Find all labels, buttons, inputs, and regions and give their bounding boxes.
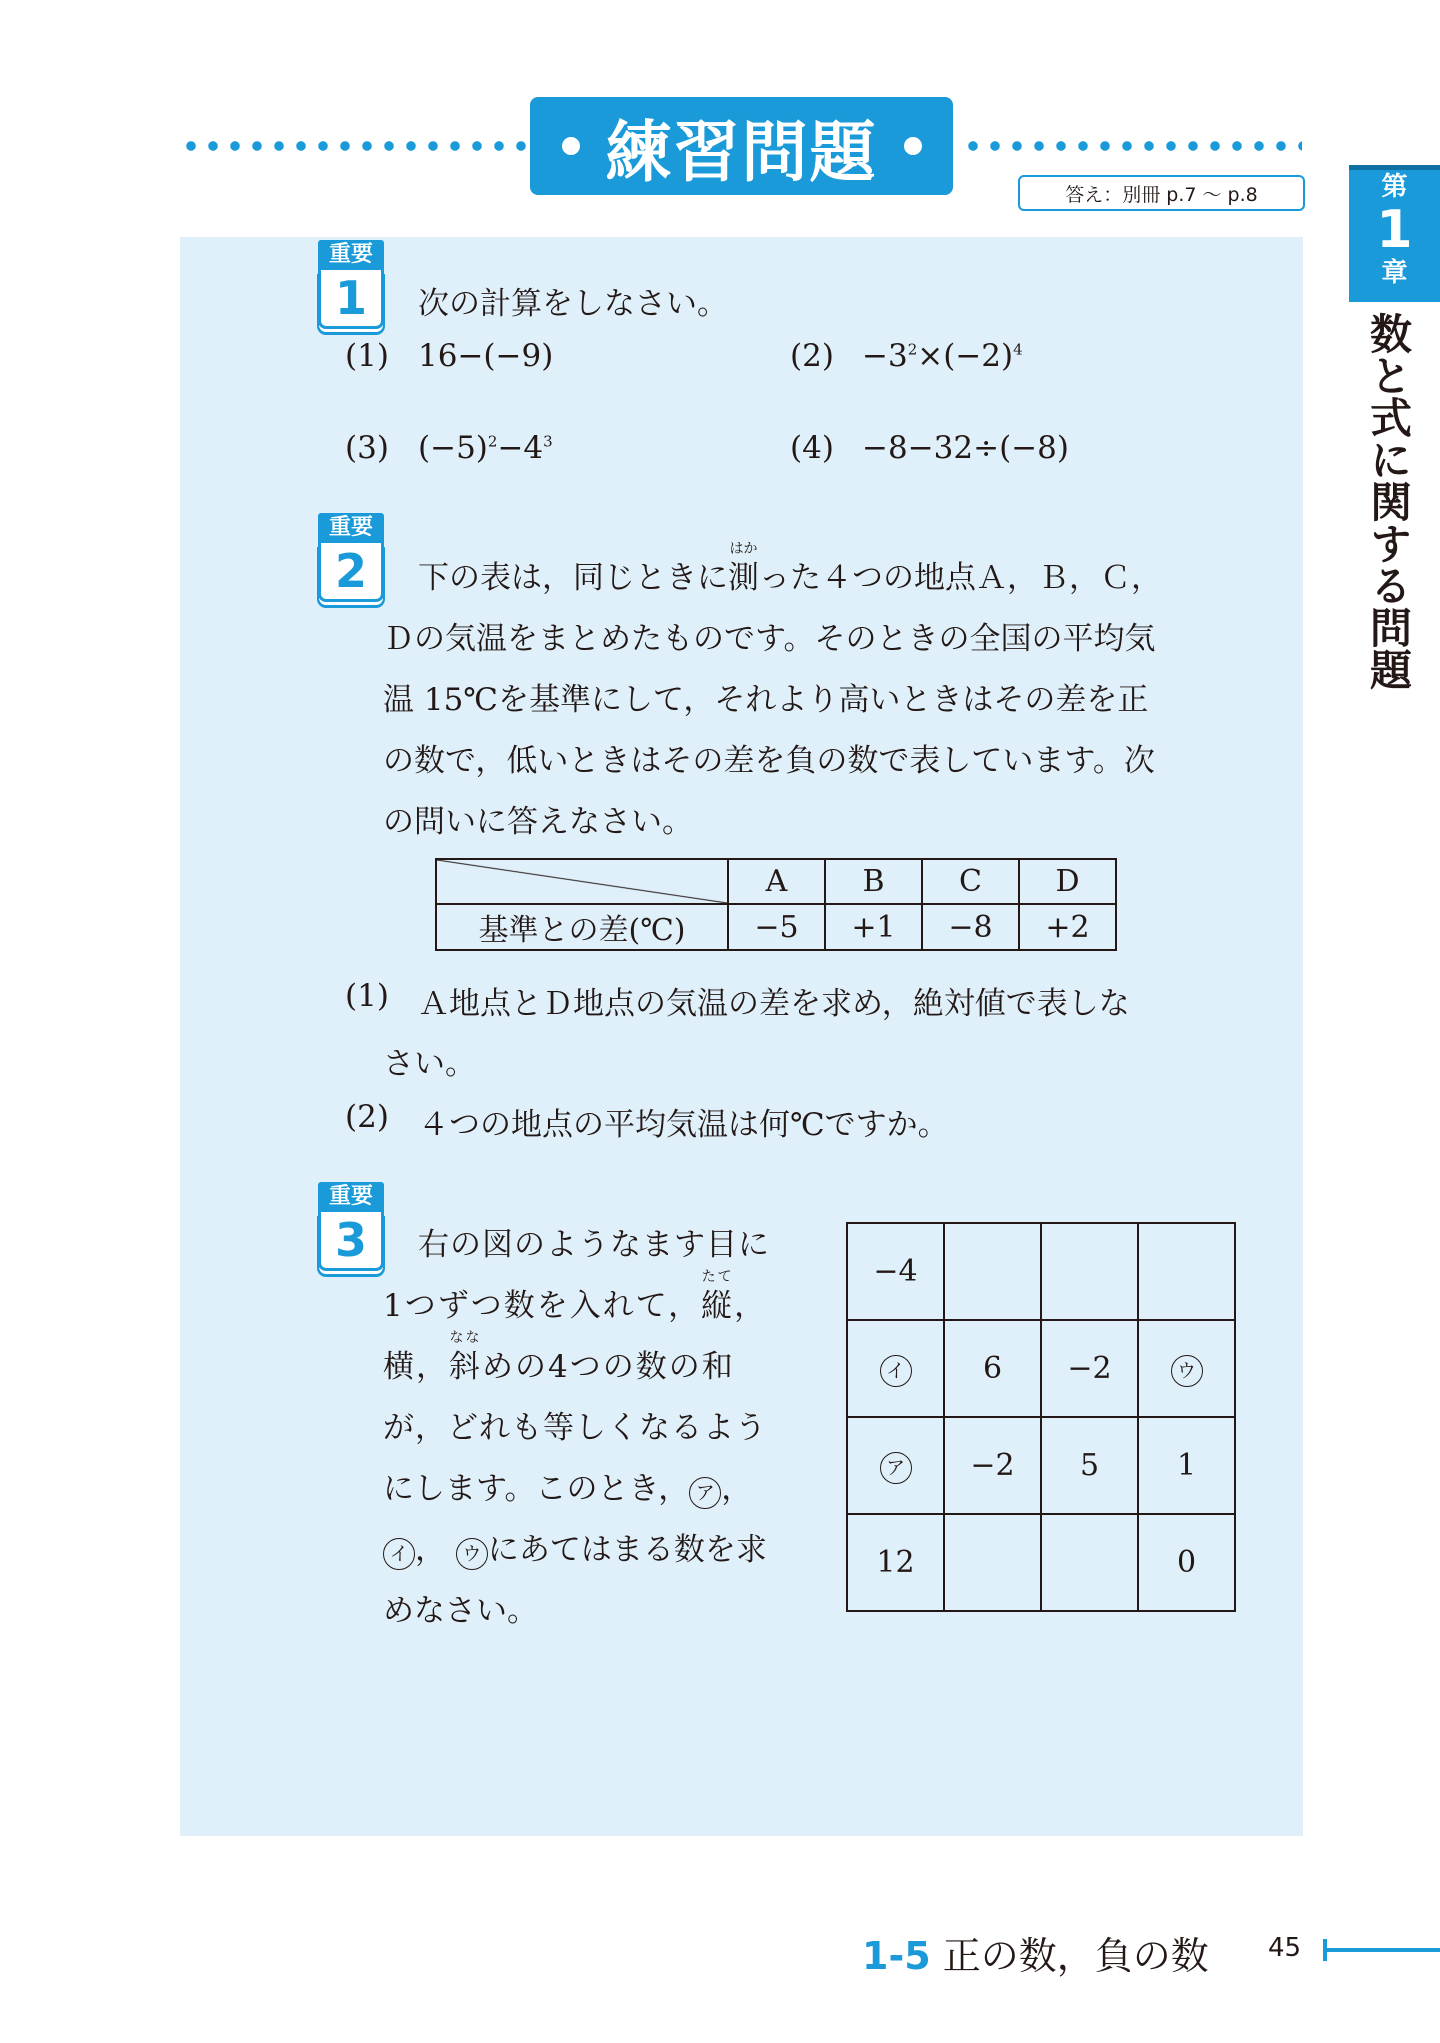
table-cell: −8 xyxy=(922,904,1019,950)
chapter-number: 1 xyxy=(1376,200,1413,260)
grid-cell: 0 xyxy=(1138,1514,1235,1611)
grid-cell xyxy=(1138,1320,1235,1417)
problem-3-line-1: 右の図のようなます目に xyxy=(418,1227,770,1263)
grid-cell: −4 xyxy=(847,1223,944,1320)
grid-row xyxy=(847,1417,1235,1514)
important-label: 重要 xyxy=(318,1182,384,1212)
problem-number: 1 xyxy=(318,270,384,329)
section-title-banner xyxy=(530,97,953,195)
table-cell: +1 xyxy=(825,904,922,950)
grid-cell: 5 xyxy=(1041,1417,1138,1514)
item-1-2-expr: $-3^2\times(-2)^4$ xyxy=(862,338,1023,374)
question-2-1-line-1: Ａ地点とＤ地点の気温の差を求め，絶対値で表しな xyxy=(418,986,1130,1022)
answer-reference: 答え：別冊 p.7 ～ p.8 xyxy=(1018,175,1305,211)
dotted-rule-right xyxy=(962,140,1302,152)
grid-cell: 1 xyxy=(1138,1417,1235,1514)
mark-a: ア xyxy=(689,1477,721,1509)
problem-badge-2 xyxy=(318,513,384,602)
grid-cell xyxy=(1138,1223,1235,1320)
magic-square-grid xyxy=(846,1222,1236,1612)
diagonal-corner-cell xyxy=(436,859,728,904)
problem-3-line-5: にします。このとき， ア ， xyxy=(383,1471,753,1507)
problem-number: 2 xyxy=(318,543,384,602)
grid-cell xyxy=(944,1514,1041,1611)
problem-number: 3 xyxy=(318,1212,384,1271)
temperature-difference-table xyxy=(435,858,1117,951)
table-header-row xyxy=(436,859,1116,904)
item-1-4-label: (4) xyxy=(790,430,834,466)
grid-cell: −2 xyxy=(1041,1320,1138,1417)
grid-row xyxy=(847,1320,1235,1417)
grid-row xyxy=(847,1223,1235,1320)
grid-cell xyxy=(847,1417,944,1514)
problem-3-line-4: が，どれも等しくなるよう xyxy=(383,1410,767,1446)
question-2-2-label: (2) xyxy=(345,1099,389,1135)
dotted-rule-left xyxy=(180,140,530,152)
table-header: A xyxy=(728,859,825,904)
grid-row xyxy=(847,1514,1235,1611)
table-cell: −5 xyxy=(728,904,825,950)
circled-mark: ア xyxy=(880,1452,912,1484)
footer-section-title: 1-5 正の数，負の数 xyxy=(862,1934,1209,1978)
question-2-1-label: (1) xyxy=(345,978,389,1014)
table-header: C xyxy=(922,859,1019,904)
table-header: D xyxy=(1019,859,1116,904)
grid-cell xyxy=(1041,1514,1138,1611)
problem-2-line-4: の数で，低いときはその差を負の数で表しています。次 xyxy=(383,743,1155,779)
footer-rule xyxy=(1323,1948,1440,1952)
question-2-1-line-2: さい。 xyxy=(383,1046,476,1082)
page-number: 45 xyxy=(1268,1933,1302,1963)
grid-cell: −2 xyxy=(944,1417,1041,1514)
problem-3-line-2: 1つずつ数を入れて，縦 たて ， xyxy=(383,1269,768,1324)
grid-cell xyxy=(847,1320,944,1417)
item-1-4-expr: −8−32÷(−8) xyxy=(862,430,1069,466)
important-label: 重要 xyxy=(318,513,384,543)
grid-cell: 12 xyxy=(847,1514,944,1611)
item-1-1-label: (1) xyxy=(345,338,389,374)
table-header: B xyxy=(825,859,922,904)
problem-badge-1 xyxy=(318,240,384,329)
table-row xyxy=(436,904,1116,950)
problem-2-line-3: 温 15℃を基準にして，それより高いときはその差を正 xyxy=(383,682,1149,718)
problem-3-line-7: めなさい。 xyxy=(383,1593,538,1629)
grid-cell xyxy=(944,1223,1041,1320)
problem-2-line-2: Ｄの気温をまとめたものです。そのときの全国の平均気 xyxy=(383,621,1156,657)
item-1-2-label: (2) xyxy=(790,338,834,374)
question-2-2-text: ４つの地点の平均気温は何℃ですか。 xyxy=(418,1107,949,1143)
mark-i: イ xyxy=(383,1538,415,1570)
page-title: 練習問題 xyxy=(605,113,878,191)
dot-icon xyxy=(562,137,580,155)
problem-badge-3 xyxy=(318,1182,384,1271)
mark-u: ウ xyxy=(456,1538,488,1570)
problem-1-instruction: 次の計算をしなさい。 xyxy=(418,286,728,322)
item-1-1-expr: 16−(−9) xyxy=(418,338,554,374)
table-cell: +2 xyxy=(1019,904,1116,950)
chapter-name: 数と式に関する問題 xyxy=(1364,312,1413,690)
chapter-suffix: 章 xyxy=(1381,258,1408,288)
grid-cell xyxy=(1041,1223,1138,1320)
problem-3-line-6: イ ， ウ にあてはまる数を求 xyxy=(383,1524,767,1570)
important-label: 重要 xyxy=(318,240,384,270)
dot-icon xyxy=(904,137,922,155)
grid-cell: 6 xyxy=(944,1320,1041,1417)
circled-mark: イ xyxy=(880,1355,912,1387)
chapter-prefix: 第 xyxy=(1381,172,1408,202)
row-label: 基準との差(℃) xyxy=(436,904,728,950)
problem-3-line-3: 横，斜 なな めの4つの数の和 xyxy=(383,1330,735,1385)
circled-mark: ウ xyxy=(1171,1355,1203,1387)
problem-2-line-5: の問いに答えなさい。 xyxy=(383,804,693,840)
item-1-3-label: (3) xyxy=(345,430,389,466)
problem-2-line-1: 下の表は，同じときに測 はか った４つの地点Ａ，Ｂ，Ｃ， xyxy=(418,541,1162,596)
item-1-3-expr: $(-5)^2-4^3$ xyxy=(418,430,553,466)
chapter-tab xyxy=(1349,165,1440,302)
